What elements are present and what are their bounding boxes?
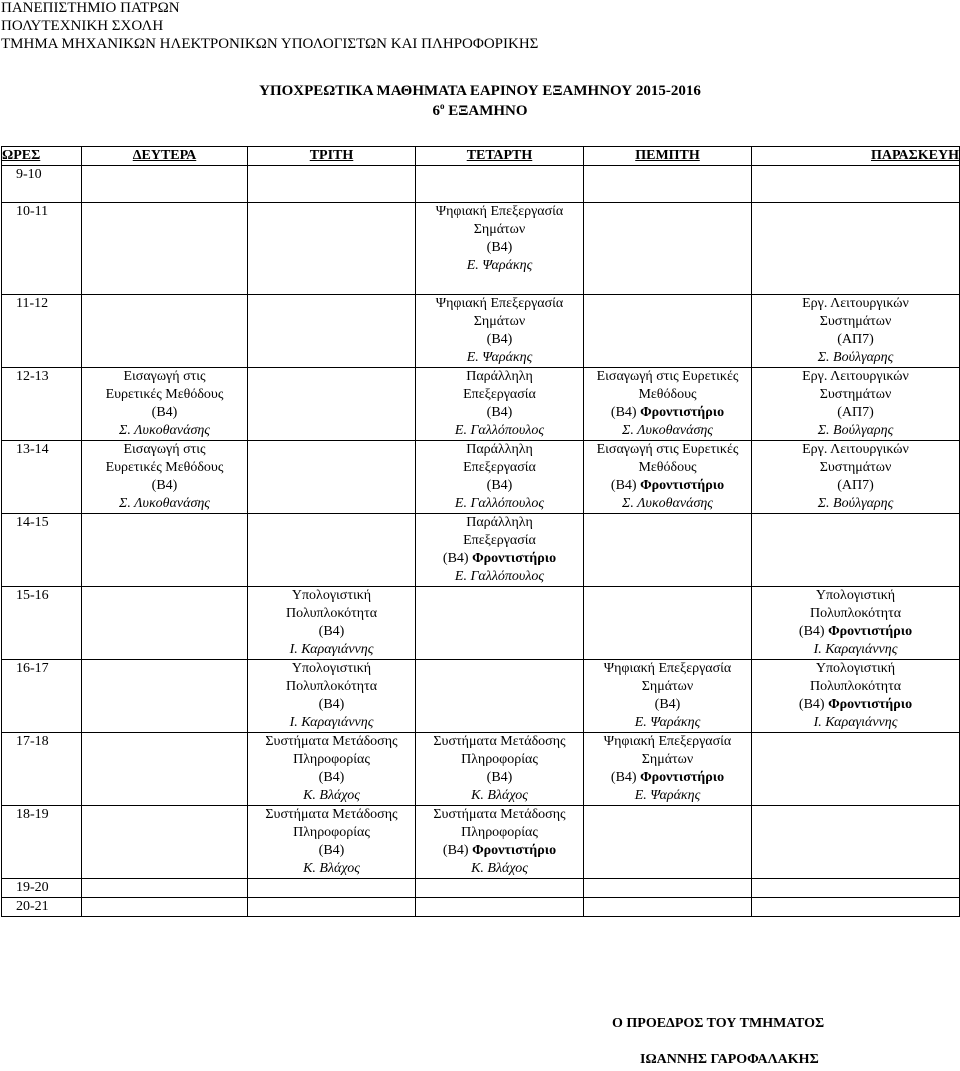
course-instructor: Ι. Καραγιάννης [289, 642, 374, 657]
course-line: Πολυπλοκότητα [809, 679, 902, 694]
col-wednesday: ΤΕΤΑΡΤΗ [416, 147, 584, 166]
course-cell [584, 441, 752, 514]
table-row [2, 660, 960, 733]
course-instructor: Ε. Γαλλόπουλος [454, 423, 545, 438]
course-line: (Β4) [318, 624, 345, 639]
time-cell: 17-18 [2, 733, 82, 806]
course-instructor: Σ. Βούλγαρης [817, 423, 894, 438]
tutorial-label: Φροντιστήριο [472, 551, 557, 566]
time-cell: 14-15 [2, 514, 82, 587]
course-instructor: Ε. Ψαράκης [466, 350, 533, 365]
course-line: Επεξεργασία [463, 533, 536, 548]
course-line: Σημάτων [473, 222, 526, 237]
course-room-line [752, 623, 959, 641]
time-cell: 19-20 [2, 879, 82, 898]
course-instructor: Ι. Καραγιάννης [289, 715, 374, 730]
course-instructor: Σ. Λυκοθανάσης [119, 423, 210, 438]
course-room-line [416, 550, 583, 568]
table-row [2, 166, 960, 203]
table-row [2, 587, 960, 660]
course-line: Εργ. Λειτουργικών [802, 442, 909, 457]
course-line: Παράλληλη [466, 369, 533, 384]
table-row [2, 203, 960, 295]
course-instructor: Ε. Ψαράκης [634, 715, 701, 730]
course-cell [248, 733, 416, 806]
col-friday: ΠΑΡΑΣΚΕΥΗ [752, 147, 960, 166]
time-cell: 12-13 [2, 368, 82, 441]
semester-ordinal: ο [439, 101, 445, 111]
col-hours: ΩΡΕΣ [2, 147, 82, 166]
time-cell: 20-21 [2, 898, 82, 917]
course-instructor: Σ. Βούλγαρης [817, 496, 894, 511]
course-room: (Β4) [442, 843, 469, 858]
semester-label: ΕΞΑΜΗΝΟ [444, 103, 528, 119]
course-line: Ψηφιακή Επεξεργασία [603, 661, 732, 676]
course-line: Ψηφιακή Επεξεργασία [435, 296, 564, 311]
table-row [2, 514, 960, 587]
course-cell [752, 441, 960, 514]
course-instructor: Ε. Γαλλόπουλος [454, 496, 545, 511]
course-line: Εισαγωγή στις Ευρετικές [596, 369, 739, 384]
course-room-line [584, 477, 751, 495]
course-cell [82, 368, 248, 441]
table-row [2, 733, 960, 806]
course-line: (Β4) [318, 843, 345, 858]
time-cell: 9-10 [2, 166, 82, 203]
course-instructor: Ε. Ψαράκης [466, 258, 533, 273]
course-cell [416, 203, 584, 295]
course-line: (Β4) [486, 478, 513, 493]
table-row [2, 441, 960, 514]
course-line: Πολυπλοκότητα [285, 679, 378, 694]
course-line: Μεθόδους [638, 387, 697, 402]
course-line: Συστήματα Μετάδοσης [433, 807, 566, 822]
course-instructor: Κ. Βλάχος [471, 788, 528, 803]
table-row [2, 879, 960, 898]
course-room: (Β4) [798, 697, 825, 712]
tutorial-label: Φροντιστήριο [640, 770, 725, 785]
course-line: Εργ. Λειτουργικών [802, 369, 909, 384]
header-row [2, 147, 960, 166]
course-instructor: Ε. Γαλλόπουλος [454, 569, 545, 584]
course-cell [416, 441, 584, 514]
course-line: Σημάτων [641, 752, 694, 767]
course-instructor: Ι. Καραγιάννης [813, 715, 898, 730]
course-line: Ψηφιακή Επεξεργασία [603, 734, 732, 749]
course-line: Επεξεργασία [463, 460, 536, 475]
course-cell [584, 368, 752, 441]
course-line: Υπολογιστική [291, 661, 372, 676]
course-line: Παράλληλη [466, 442, 533, 457]
course-line: Πληροφορίας [461, 825, 538, 840]
course-line: Επεξεργασία [463, 387, 536, 402]
course-cell [584, 660, 752, 733]
course-line: Εισαγωγή στις [123, 442, 206, 457]
tutorial-label: Φροντιστήριο [472, 843, 557, 858]
course-line: (Β4) [654, 697, 681, 712]
page-title: ΥΠΟΧΡΕΩΤΙΚΑ ΜΑΘΗΜΑΤΑ ΕΑΡΙΝΟΥ ΕΞΑΜΗΝΟΥ 2015-2016 [259, 83, 701, 99]
course-room-line [416, 842, 583, 860]
col-monday: ΔΕΥΤΕΡΑ [82, 147, 248, 166]
course-line: Πληροφορίας [293, 752, 370, 767]
course-line: (ΑΠ7) [837, 332, 874, 347]
course-cell [416, 368, 584, 441]
tutorial-label: Φροντιστήριο [828, 697, 913, 712]
course-line: Εργ. Λειτουργικών [802, 296, 909, 311]
table-row [2, 898, 960, 917]
course-cell [752, 660, 960, 733]
course-line: Εισαγωγή στις Ευρετικές [596, 442, 739, 457]
time-cell: 11-12 [2, 295, 82, 368]
course-line: Σημάτων [473, 314, 526, 329]
course-line: Πληροφορίας [461, 752, 538, 767]
course-cell [82, 441, 248, 514]
course-line: Υπολογιστική [815, 588, 896, 603]
course-line: Συστήματα Μετάδοσης [265, 807, 398, 822]
course-instructor: Σ. Λυκοθανάσης [622, 423, 713, 438]
course-instructor: Κ. Βλάχος [303, 788, 360, 803]
course-instructor: Κ. Βλάχος [303, 861, 360, 876]
course-instructor: Σ. Λυκοθανάσης [622, 496, 713, 511]
course-cell [248, 587, 416, 660]
time-cell: 10-11 [2, 203, 82, 295]
course-line: Εισαγωγή στις [123, 369, 206, 384]
course-line: (Β4) [486, 332, 513, 347]
col-thursday: ΠΕΜΠΤΗ [584, 147, 752, 166]
course-line: Ευρετικές Μεθόδους [105, 460, 224, 475]
tutorial-label: Φροντιστήριο [828, 624, 913, 639]
course-line: Πληροφορίας [293, 825, 370, 840]
course-line: Υπολογιστική [815, 661, 896, 676]
course-cell [752, 295, 960, 368]
course-line: Πολυπλοκότητα [285, 606, 378, 621]
course-room: (Β4) [442, 551, 469, 566]
course-line: Σημάτων [641, 679, 694, 694]
course-room: (Β4) [610, 770, 637, 785]
course-line: Συστημάτων [819, 387, 892, 402]
course-line: (Β4) [151, 405, 178, 420]
course-room: (Β4) [610, 405, 637, 420]
table-row [2, 295, 960, 368]
table-row [2, 806, 960, 879]
course-line: Μεθόδους [638, 460, 697, 475]
course-line: Υπολογιστική [291, 588, 372, 603]
course-line: (Β4) [318, 770, 345, 785]
course-instructor: Σ. Βούλγαρης [817, 350, 894, 365]
course-line: Συστημάτων [819, 314, 892, 329]
course-cell [416, 295, 584, 368]
time-cell: 15-16 [2, 587, 82, 660]
course-room-line [584, 769, 751, 787]
table-row [2, 368, 960, 441]
course-line: (ΑΠ7) [837, 478, 874, 493]
course-line: (Β4) [151, 478, 178, 493]
course-room: (Β4) [610, 478, 637, 493]
course-cell [416, 733, 584, 806]
school-name: ΠΟΛΥΤΕΧΝΙΚΗ ΣΧΟΛΗ [1, 18, 164, 34]
course-line: (Β4) [486, 770, 513, 785]
semester-title [0, 101, 960, 120]
col-tuesday: ΤΡΙΤΗ [248, 147, 416, 166]
tutorial-label: Φροντιστήριο [640, 478, 725, 493]
course-line: Συστημάτων [819, 460, 892, 475]
course-cell [752, 587, 960, 660]
tutorial-label: Φροντιστήριο [640, 405, 725, 420]
signature-name: ΙΩΑΝΝΗΣ ΓΑΡΟΦΑΛΑΚΗΣ [640, 1052, 819, 1067]
course-cell [752, 368, 960, 441]
course-line: (ΑΠ7) [837, 405, 874, 420]
time-cell: 18-19 [2, 806, 82, 879]
course-line: (Β4) [486, 240, 513, 255]
course-cell [248, 806, 416, 879]
time-cell: 16-17 [2, 660, 82, 733]
course-line: Συστήματα Μετάδοσης [265, 734, 398, 749]
course-instructor: Κ. Βλάχος [471, 861, 528, 876]
department-name: ΤΜΗΜΑ ΜΗΧΑΝΙΚΩΝ ΗΛΕΚΤΡΟΝΙΚΩΝ ΥΠΟΛΟΓΙΣΤΩΝ ΚΑΙ ΠΛΗΡΟΦΟΡΙΚΗΣ [1, 36, 539, 52]
course-cell [584, 733, 752, 806]
course-line: (Β4) [486, 405, 513, 420]
course-room-line [752, 696, 959, 714]
university-name: ΠΑΝΕΠΙΣΤΗΜΙΟ ΠΑΤΡΩΝ [1, 0, 180, 16]
course-instructor: Σ. Λυκοθανάσης [119, 496, 210, 511]
course-line: Ευρετικές Μεθόδους [105, 387, 224, 402]
time-cell: 13-14 [2, 441, 82, 514]
course-instructor: Ε. Ψαράκης [634, 788, 701, 803]
course-room-line [584, 404, 751, 422]
course-instructor: Ι. Καραγιάννης [813, 642, 898, 657]
course-line: Ψηφιακή Επεξεργασία [435, 204, 564, 219]
course-line: Πολυπλοκότητα [809, 606, 902, 621]
course-line: Παράλληλη [466, 515, 533, 530]
course-line: Συστήματα Μετάδοσης [433, 734, 566, 749]
course-line: (Β4) [318, 697, 345, 712]
course-cell [416, 806, 584, 879]
timetable [1, 146, 960, 917]
course-room: (Β4) [798, 624, 825, 639]
course-cell [248, 660, 416, 733]
signature-role: Ο ΠΡΟΕΔΡΟΣ ΤΟΥ ΤΜΗΜΑΤΟΣ [612, 1016, 825, 1031]
semester-number: 6 [432, 103, 440, 119]
course-cell [416, 514, 584, 587]
